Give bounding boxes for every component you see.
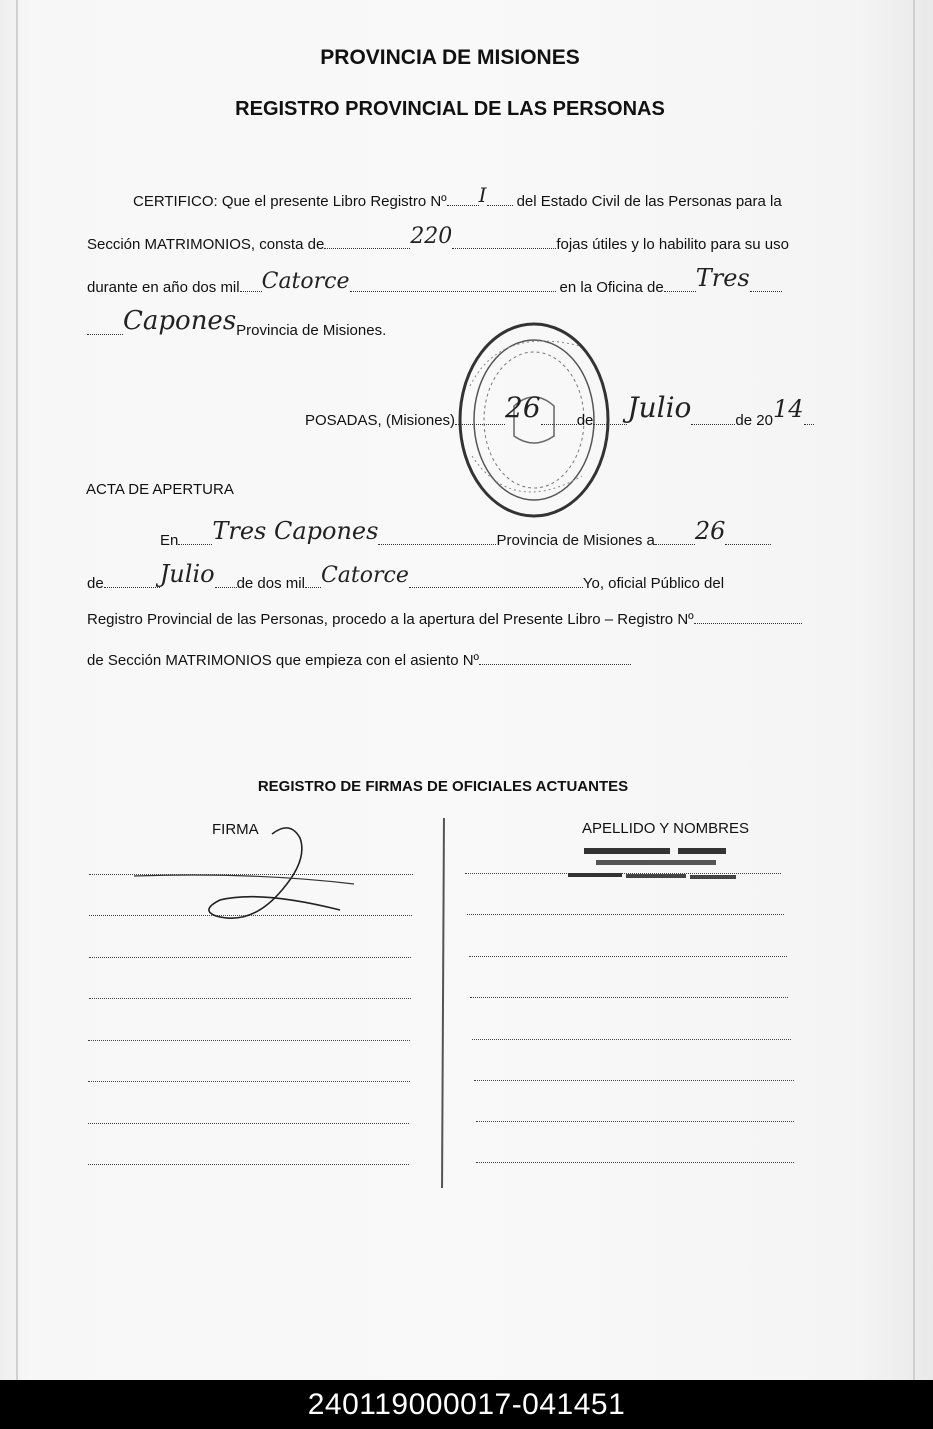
acta-lugar: Tres Capones — [212, 517, 379, 545]
cert-text-1a: CERTIFICO: Que el presente Libro Registro Nº — [133, 193, 447, 210]
acta-de-dos-mil: de dos mil — [236, 575, 305, 592]
acta-en: En — [160, 532, 179, 549]
acta-linea4: de Sección MATRIMONIOS que empieza con el asiento Nº — [87, 652, 480, 669]
document-title: PROVINCIA DE MISIONES — [320, 46, 580, 69]
acta-line-4 — [87, 652, 631, 669]
acta-yo: Yo, oficial Público del — [582, 575, 725, 592]
firma-line — [88, 1040, 410, 1041]
firma-line — [89, 957, 411, 958]
cert-oficina-2: Capones — [123, 306, 237, 336]
name-stamp — [566, 844, 746, 892]
cert-lugar: POSADAS, (Misiones) — [305, 412, 456, 429]
cert-text-3a: durante en año dos mil — [87, 279, 240, 296]
cert-libro-num: I — [478, 183, 487, 207]
cert-dia: 26 — [505, 391, 541, 424]
cert-text-2b: fojas útiles y lo habilito para su uso — [556, 236, 789, 253]
cert-text-3b: en la Oficina de — [559, 279, 664, 296]
nombre-line — [476, 1121, 794, 1122]
cert-line-1 — [133, 183, 782, 211]
col-firma-label: FIRMA — [212, 821, 259, 838]
cert-anio: Catorce — [261, 269, 350, 294]
nombre-line — [469, 956, 787, 957]
acta-anio: Catorce — [320, 563, 409, 588]
acta-line-1 — [160, 517, 771, 551]
cert-de-anio: de 20 — [735, 412, 773, 429]
cert-text-1b: del Estado Civil de las Personas para la — [516, 193, 782, 210]
acta-prov: Provincia de Misiones a — [496, 532, 655, 549]
cert-fojas: 220 — [410, 224, 453, 249]
firmas-heading: REGISTRO DE FIRMAS DE OFICIALES ACTUANTES — [257, 778, 629, 795]
page-edge-left — [16, 0, 18, 1380]
cert-anio-sufijo: 14 — [772, 395, 804, 423]
firma-line — [88, 1081, 410, 1082]
page-edge-right — [913, 0, 915, 1380]
column-divider — [441, 818, 445, 1188]
col-nombres-label: APELLIDO Y NOMBRES — [582, 820, 750, 837]
nombre-line — [470, 997, 788, 998]
nombre-line — [476, 1162, 794, 1163]
acta-line-2 — [87, 560, 725, 594]
official-signature — [130, 822, 370, 932]
cert-mes: Julio — [627, 391, 692, 424]
acta-linea3: Registro Provincial de las Personas, procedo a la apertura del Presente Libro – Registro Nº — [87, 611, 694, 628]
firma-line — [88, 1123, 409, 1124]
document-code: 240119000017-041451 — [307, 1387, 626, 1421]
firma-line — [89, 998, 411, 999]
cert-text-4b: Provincia de Misiones. — [236, 322, 387, 339]
cert-de: de — [576, 412, 594, 429]
document-subtitle: REGISTRO PROVINCIAL DE LAS PERSONAS — [235, 98, 665, 120]
document-code-bar — [0, 1380, 933, 1429]
nombre-line — [472, 1039, 791, 1040]
cert-text-2a: Sección MATRIMONIOS, consta de — [87, 236, 325, 253]
nombre-line — [467, 914, 784, 915]
cert-line-4 — [87, 306, 387, 342]
acta-line-3 — [87, 611, 802, 628]
cert-date-line — [305, 391, 814, 432]
acta-heading: ACTA DE APERTURA — [86, 481, 234, 498]
cert-oficina-1: Tres — [695, 264, 750, 292]
cert-line-2 — [87, 224, 789, 255]
acta-de: de — [87, 575, 104, 592]
firma-line — [88, 1164, 409, 1165]
acta-dia: 26 — [694, 517, 726, 545]
acta-mes: Julio — [159, 560, 215, 588]
cert-line-3 — [87, 264, 782, 298]
nombre-line — [474, 1080, 794, 1081]
